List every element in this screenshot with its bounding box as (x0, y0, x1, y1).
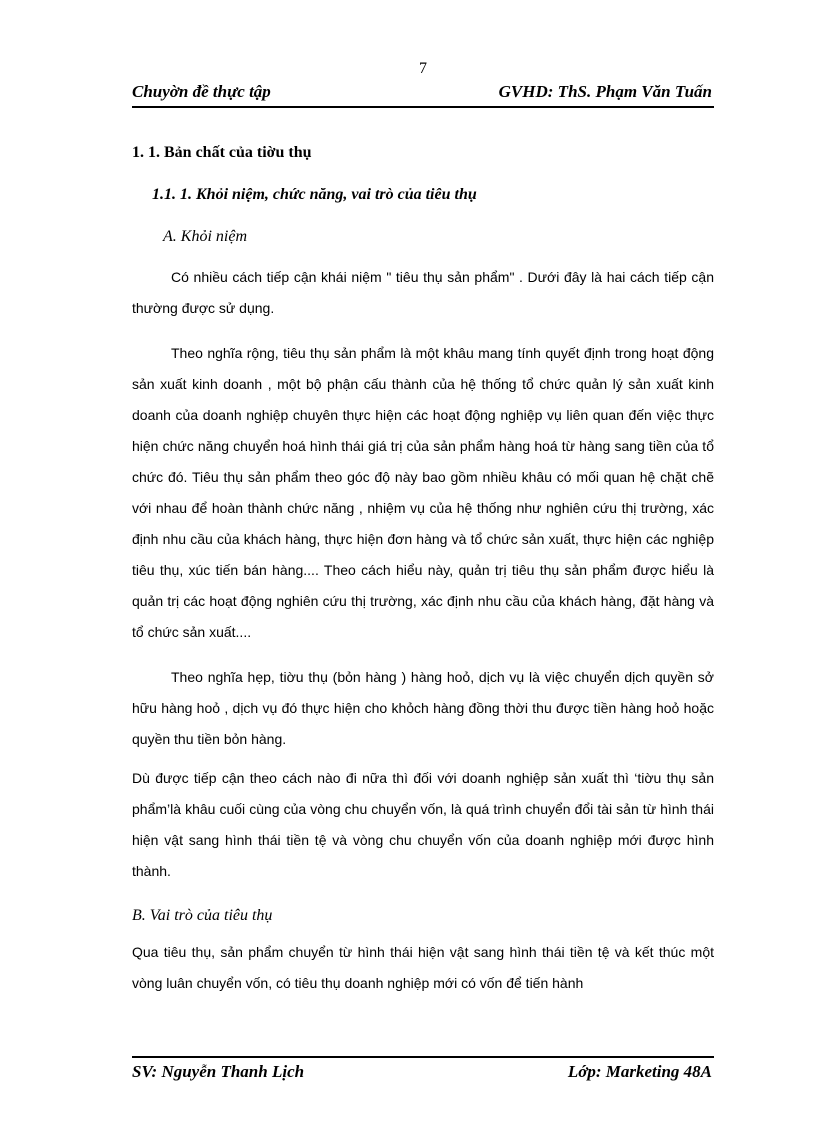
section-heading: 1. 1. Bản chất của tiờu thụ (132, 144, 312, 161)
page-header (132, 80, 714, 108)
header-title: Chuyờn đề thực tập (132, 82, 271, 101)
subsection-heading: 1.1. 1. Khỏi niệm, chức năng, vai trò của tiêu thụ (152, 186, 477, 203)
header-advisor: GVHD: ThS. Phạm Văn Tuấn (498, 82, 712, 101)
paragraph-role: Qua tiêu thụ, sản phẩm chuyển từ hình thái hiện vật sang hình thái tiền tệ và kết thúc một vòng luân chuyển vốn, có tiêu thụ doanh nghiệp mới có vốn để tiến hành (132, 944, 714, 991)
paragraph-conclusion: Dù được tiếp cận theo cách nào đi nữa thì đối với doanh nghiệp sản xuất thì ‘tiờu thụ sản phẩm’là khâu cuối cùng của vòng chu chuyển vốn, là quá trình chuyển đổi tài sản từ hình thái hiện vật sang hình thái tiền tệ và vòng chu chuyển vốn của doanh nghiệp mới được hình thành. (132, 770, 714, 879)
subheading-a: A. Khỏi niệm (163, 228, 247, 245)
paragraph-broad-sense: Theo nghĩa rộng, tiêu thụ sản phẩm là một khâu mang tính quyết định trong hoạt động sản xuất kinh doanh , một bộ phận cấu thành của hệ thống tổ chức quản lý sản xuất kinh doanh của doanh nghiệp chuyên thực hiện các hoạt động nghiệp vụ liên quan đến việc thực hiện chức năng chuyển hoá hình thái giá trị của sản phẩm hàng hoá từ hàng sang tiền của tổ chức đó. Tiêu thụ sản phẩm theo góc độ này bao gồm nhiều khâu có mối quan hệ chặt chẽ với nhau để hoàn thành chức năng , nhiệm vụ của hệ thống như nghiên cứu thị trường, xác định nhu cầu của khách hàng, thực hiện đơn hàng và tổ chức sản xuất, thực hiện các nghiệp tiêu thụ, xúc tiến bán hàng.... Theo cách hiểu này, quản trị tiêu thụ sản phẩm được hiểu là quản trị các hoạt động nghiên cứu thị trường, xác định nhu cầu của khách hàng, đặt hàng và tổ chức sản xuất.... (132, 345, 714, 640)
footer-student: SV: Nguyễn Thanh Lịch (132, 1062, 305, 1081)
paragraph-intro: Có nhiều cách tiếp cận khái niệm " tiêu thụ sản phẩm" . Dưới đây là hai cách tiếp cận thường được sử dụng. (132, 269, 714, 316)
subheading-b: B. Vai trò của tiêu thụ (132, 907, 273, 924)
page-number: 7 (419, 60, 427, 77)
page-content (132, 142, 714, 999)
paragraph-narrow-sense: Theo nghĩa hẹp, tiờu thụ (bỏn hàng ) hàng hoỏ, dịch vụ là việc chuyển dịch quyền sở hữu hàng hoỏ , dịch vụ đó thực hiện cho khỏch hàng đồng thời thu được tiền hàng hoỏ hoặc quyền thu tiền bỏn hàng. (132, 669, 714, 747)
page-footer (132, 1056, 714, 1088)
footer-class: Lớp: Marketing 48A (567, 1062, 712, 1081)
